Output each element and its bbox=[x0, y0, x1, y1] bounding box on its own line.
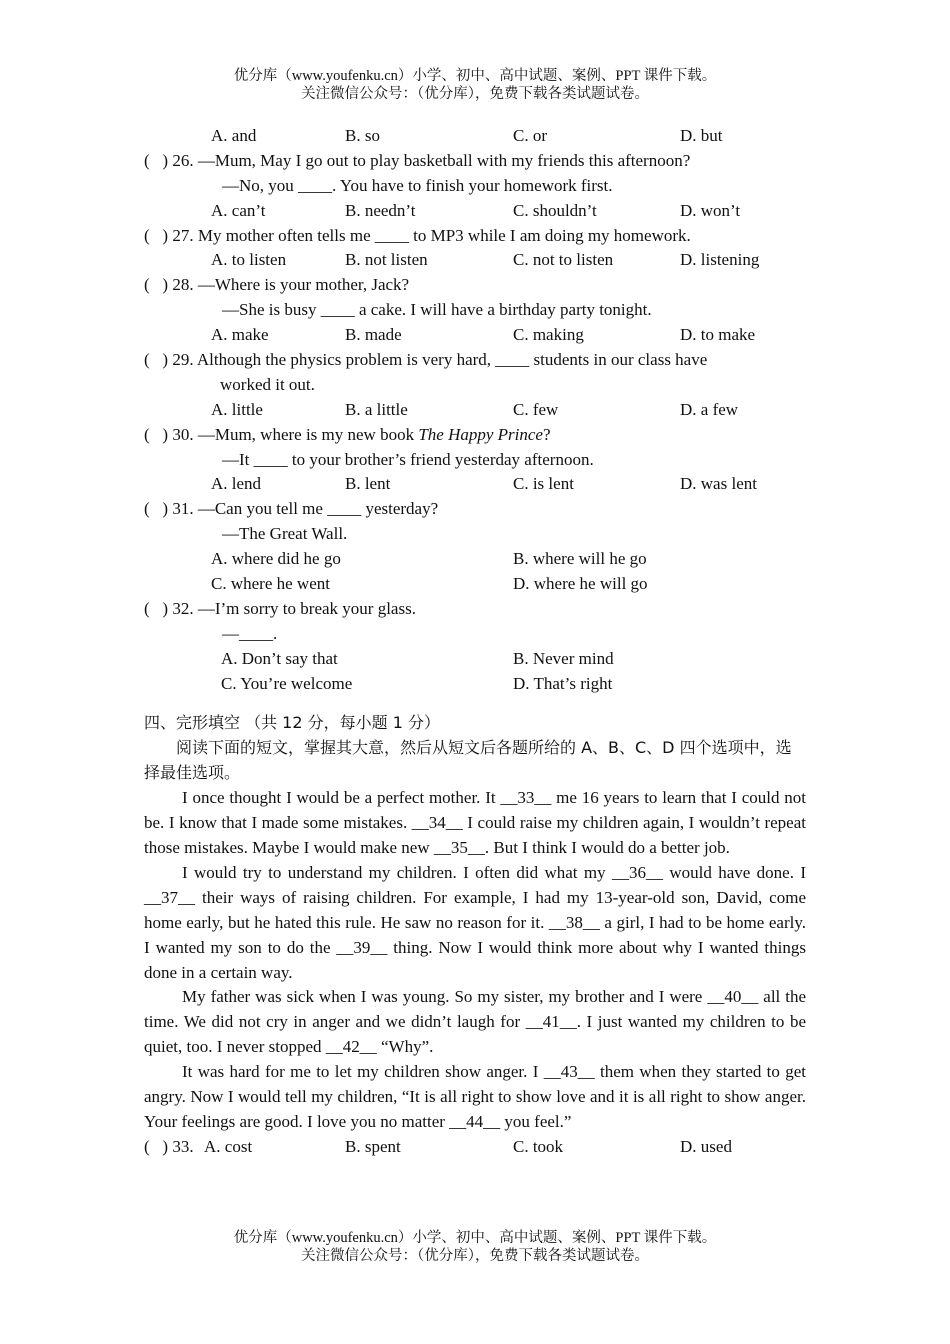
option-c: C. You’re welcome bbox=[221, 673, 353, 693]
option-c: C. took bbox=[513, 1136, 564, 1156]
option-b: B. spent bbox=[345, 1136, 401, 1156]
q30-stem-end: ? bbox=[542, 424, 551, 444]
option-d: D. a few bbox=[680, 399, 739, 419]
q29-stem: ( ) 29. Although the physics problem is very hard, ____ students in our class have bbox=[144, 350, 708, 370]
q30-stem-text: ( ) 30. —Mum, where is my new book bbox=[144, 424, 419, 444]
section-title: 四、完形填空 （共 12 分，每小题 1 分） bbox=[144, 713, 440, 733]
q32-options-row1 bbox=[144, 647, 806, 672]
q31-stem: ( ) 31. —Can you tell me ____ yesterday? bbox=[144, 499, 439, 519]
q26-stem: ( ) 26. —Mum, May I go out to play basketball with my friends this afternoon? bbox=[144, 150, 691, 170]
option-c: C. or bbox=[513, 126, 547, 145]
option-b: B. made bbox=[345, 325, 402, 345]
option-a: A. little bbox=[211, 399, 263, 419]
q26-options bbox=[144, 199, 806, 224]
option-c: C. not to listen bbox=[513, 250, 614, 270]
q27-stem: ( ) 27. My mother often tells me ____ to MP3 while I am doing my homework. bbox=[144, 225, 691, 245]
option-b: B. where will he go bbox=[513, 549, 647, 569]
q33-options bbox=[144, 1135, 806, 1160]
option-b: B. lent bbox=[345, 474, 391, 494]
q30-stem bbox=[144, 423, 806, 448]
option-d: D. won’t bbox=[680, 200, 741, 220]
page-header bbox=[0, 67, 950, 103]
q26-reply: —No, you ____. You have to finish your homework first. bbox=[222, 175, 613, 195]
q31-options-row2 bbox=[144, 572, 806, 597]
q33-prefix: ( ) 33. bbox=[144, 1136, 198, 1156]
option-d: D. used bbox=[680, 1136, 732, 1156]
q28-stem: ( ) 28. —Where is your mother, Jack? bbox=[144, 275, 410, 295]
option-b: B. a little bbox=[345, 399, 408, 419]
option-d: D. where he will go bbox=[513, 574, 648, 594]
option-d: D. That’s right bbox=[513, 673, 613, 693]
q25-options bbox=[144, 124, 806, 149]
footer-line-2: 关注微信公众号：（优分库），免费下载各类试题试卷。 bbox=[301, 1248, 649, 1264]
option-a: A. cost bbox=[204, 1136, 253, 1156]
q32-options-row2 bbox=[144, 672, 806, 697]
option-c: C. is lent bbox=[513, 474, 574, 494]
page-footer bbox=[0, 1229, 950, 1265]
q28-reply: —She is busy ____ a cake. I will have a birthday party tonight. bbox=[222, 300, 652, 320]
q29-stem-continued: worked it out. bbox=[220, 374, 315, 394]
passage-paragraph: I once thought I would be a perfect mother. It __33__ me 16 years to learn that I could not be. I know that I made some mistakes. __34__ I could raise my children again, I wouldn’t repeat those mistakes. Maybe I would make new __35__. But I think I would do a better job. bbox=[144, 788, 806, 857]
q30-reply: —It ____ to your brother’s friend yesterday afternoon. bbox=[222, 449, 594, 469]
footer-line-1: 优分库（www.youfenku.cn）小学、初中、高中试题、案例、PPT 课件下载。 bbox=[233, 1230, 717, 1246]
header-line-1: 优分库（www.youfenku.cn）小学、初中、高中试题、案例、PPT 课件下载。 bbox=[233, 68, 717, 84]
option-a: A. make bbox=[211, 325, 269, 345]
option-a: A. lend bbox=[211, 474, 262, 494]
q32-reply: —____. bbox=[222, 623, 278, 643]
q30-options bbox=[144, 472, 806, 497]
exam-content bbox=[144, 124, 806, 1160]
option-a: A. Don’t say that bbox=[221, 648, 338, 668]
q31-options-row1 bbox=[144, 547, 806, 572]
q29-options bbox=[144, 398, 806, 423]
option-a: A. can’t bbox=[211, 200, 266, 220]
header-line-2: 关注微信公众号：（优分库），免费下载各类试题试卷。 bbox=[301, 86, 649, 102]
option-c: C. where he went bbox=[211, 574, 330, 594]
q31-reply: —The Great Wall. bbox=[222, 524, 348, 544]
book-title: The Happy Prince bbox=[418, 424, 543, 444]
q32-stem: ( ) 32. —I’m sorry to break your glass. bbox=[144, 598, 416, 618]
option-b: B. not listen bbox=[345, 250, 428, 270]
q28-options bbox=[144, 323, 806, 348]
passage-paragraph: My father was sick when I was young. So my sister, my brother and I were __40__ all the time. We did not cry in anger and we didn’t laugh for __41__. I just wanted my children to be quiet, too. I never stopped __42__ “Why”. bbox=[144, 987, 806, 1057]
option-d: D. but bbox=[680, 126, 723, 145]
option-a: A. where did he go bbox=[211, 549, 341, 569]
q27-options bbox=[144, 248, 806, 273]
passage-paragraph: I would try to understand my children. I often did what my __36__ would have done. I __37__ their ways of raising children. For example, I had my 13-year-old son, David, come home early, but he hated this rule. He saw no reason for it. __38__ a girl, I had to be home early. I wanted my son to do the __39__ thing. Now I would think more about why I wanted things done in a certain way. bbox=[144, 862, 806, 982]
section-instruction: 阅读下面的短文，掌握其大意，然后从短文后各题所给的 A、B、C、D 四个选项中，选择最佳选项。 bbox=[144, 738, 792, 783]
option-d: D. to make bbox=[680, 325, 756, 345]
option-a: A. and bbox=[211, 126, 257, 145]
option-b: B. so bbox=[345, 126, 380, 145]
option-d: D. was lent bbox=[680, 474, 757, 494]
option-c: C. making bbox=[513, 325, 584, 345]
option-d: D. listening bbox=[680, 250, 760, 270]
option-c: C. shouldn’t bbox=[513, 200, 597, 220]
passage-paragraph: It was hard for me to let my children show anger. I __43__ them when they started to get angry. Now I would tell my children, “It is all right to show love and it is all right to show anger. Your feelings are good. I love you no matter __44__ you feel.” bbox=[144, 1062, 806, 1131]
option-b: B. Never mind bbox=[513, 648, 614, 668]
option-a: A. to listen bbox=[211, 250, 287, 270]
option-c: C. few bbox=[513, 399, 559, 419]
option-b: B. needn’t bbox=[345, 200, 416, 220]
